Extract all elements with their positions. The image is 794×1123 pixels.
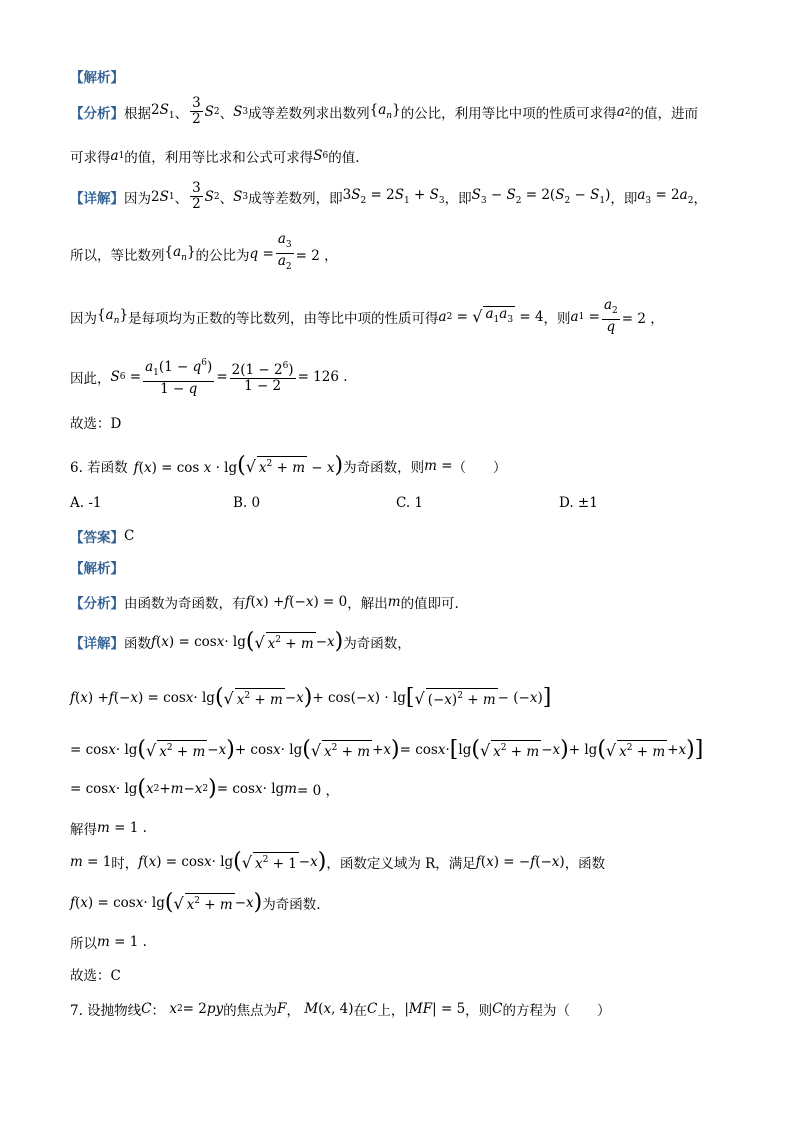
text: 可求得 xyxy=(70,150,111,166)
option-label: A. -1 xyxy=(70,495,102,511)
q6-analysis-line: 【分析】 由函数为奇函数，有 f ( x ) + f (− x ) = 0 ，解出 m 的值即可. xyxy=(70,594,459,612)
text: ，函数 xyxy=(564,856,606,872)
q6-stem-line: 6. 若函数 f(x) = cos x · lg(√ $x^2 + m - x$) 为奇函数，则 m = （ ） xyxy=(70,453,507,478)
text: 是每项均为正数的等比数列，由等比中项的性质可得 xyxy=(128,310,439,327)
option-label: B. 0 xyxy=(233,495,261,511)
q6-check-line: m = 1 时， f ( x ) = cos x · lg ( √ $x^2 + 1$ − x ) ，函数定义域为 R，满足 f ( x ) = − f (− x ) ，函数 xyxy=(70,849,606,874)
answer-text: C xyxy=(124,528,135,544)
text: （ ） xyxy=(452,460,507,476)
math-eq: $a_3 = 2a_2$ xyxy=(637,187,694,206)
text: 函数 xyxy=(124,636,151,652)
xiangjie-tag: 【详解】 xyxy=(70,636,124,652)
q5-analysis-line-1: 【分析】 根据 $2S_1$ 、 $\frac{3}{2}$ S 2 、 S 3 成等差数列求出数列 $\{a_n\}$ 的公比，利用等比中项的性质可求得 a 2 的值，进而 xyxy=(70,95,698,127)
text: 时， xyxy=(111,856,139,872)
text: 为奇函数，则 xyxy=(343,460,425,476)
text: 的值，进而 xyxy=(630,105,698,122)
math-frac-a3-a2: $\frac{a_3}{a_2}$ xyxy=(277,231,292,272)
math-fx: f(x) = cos x · lg(√ $x^2 + m - x$) xyxy=(133,453,344,478)
q5-jiexi-line xyxy=(70,66,124,86)
text: 的方程为（ ） xyxy=(502,1003,611,1019)
text: ，则 xyxy=(465,1003,493,1019)
q6-option-b xyxy=(233,495,260,511)
fenxi-tag: 【分析】 xyxy=(70,596,124,612)
option-label: C. 1 xyxy=(396,495,424,511)
q6-solve-line: 解得 m = 1 . xyxy=(70,820,147,838)
q5-sum-line: 因此， S 6 = $\frac{a_1(1 - q^6)}{1 - q}$ = $\frac{2(1 - 2^6)}{1 - 2}$ = 126 . xyxy=(70,358,348,397)
text: 在 xyxy=(353,1003,368,1019)
jiexi-tag: 【解析】 xyxy=(70,70,124,86)
math-2s1: $2S_1$ xyxy=(151,102,175,121)
question-number: 6. 若函数 xyxy=(70,460,128,476)
q6-expand-line-3: = cos x · lg ( x 2 + m − x 2 ) = cos x · lg m = 0 ， xyxy=(70,776,339,801)
math-frac-3-2: $\frac{3}{2}$ xyxy=(192,180,201,212)
text: 由函数为奇函数，有 xyxy=(124,596,246,612)
text: 成等差数列，即 xyxy=(248,190,343,207)
q6-option-c xyxy=(396,495,423,511)
text: ，解出 xyxy=(347,596,388,612)
math-frac-sum: $\frac{a_1(1 - q^6)}{1 - q}$ xyxy=(145,358,213,397)
text: 的值即可. xyxy=(400,596,459,612)
q5-choice-line xyxy=(70,412,121,432)
q6-choice-line xyxy=(70,964,121,984)
q6-detail-line: 【详解】 函数 f ( x ) = cos x · lg ( √ $x^2 + m$ − x ) 为奇函数， xyxy=(70,629,411,654)
choice-text: 故选：C xyxy=(70,968,121,984)
q5-positive-line: 因为 $\{a_n\}$ 是每项均为正数的等比数列，由等比中项的性质可得 a 2 = √ $a_1a_3$ = 4 ，则 a 1 = $\frac{a_2}{q}$ = 2 ， xyxy=(70,297,664,335)
fenxi-tag: 【分析】 xyxy=(70,105,124,122)
math-eq: $S_3 - S_2 = 2(S_2 - S_1)$ xyxy=(471,187,611,206)
text: 的焦点为 xyxy=(223,1003,278,1019)
text: 因为 xyxy=(70,310,97,327)
q6-answer-line xyxy=(70,526,134,546)
jiexi-tag: 【解析】 xyxy=(70,561,124,577)
text: ，则 xyxy=(543,310,571,327)
text: 所以 xyxy=(70,936,97,952)
daan-tag: 【答案】 xyxy=(70,530,124,546)
text: 的值. xyxy=(328,150,360,166)
q5-ratio-line: 所以，等比数列 $\{a_n\}$ 的公比为 q = $\frac{a_3}{a_2}$ = 2 ， xyxy=(70,232,338,275)
text: ，函数定义域为 R，满足 xyxy=(326,856,476,872)
text: 成等差数列求出数列 xyxy=(248,105,370,122)
text: 因此， xyxy=(70,370,111,387)
q6-expand-line-2: = cos x · lg ( √ $x^2 + m$ − x ) + cos x · lg ( √ $x^2 + m$ + x ) = cos x · [ lg ( √ $x^2 + m$ − x ) + lg ( √ $x^2 + m$ + x ) ] xyxy=(70,737,704,762)
q5-analysis-line-2: 可求得 a 1 的值，利用等比求和公式可求得 S 6 的值. xyxy=(70,148,360,166)
q6-option-d xyxy=(559,495,598,511)
question-number: 7. 设抛物线 xyxy=(70,1003,142,1019)
text: 的公比为 xyxy=(195,247,250,264)
option-label: D. ±1 xyxy=(559,495,598,511)
q6-jiexi-line xyxy=(70,557,124,577)
xiangjie-tag: 【详解】 xyxy=(70,190,124,207)
q5-detail-line-1: 【详解】 因为 2 S 1 、 $\frac{3}{2}$ S 2 、 S 3 成等差数列，即 $3S_2 = 2S_1 + S_3$ ，即 $S_3 - S_2 = 2(S_2 - S_1)$ ，即 $a_3 = 2a_2$ ， xyxy=(70,180,707,212)
q7-stem-line: 7. 设抛物线 C ： x 2 = 2 py 的焦点为 F ， M ( x , 4) 在 C 上， | MF | = 5 ，则 C 的方程为（ ） xyxy=(70,1001,611,1019)
q6-so-line: 所以 m = 1 . xyxy=(70,934,147,952)
text: 的值，利用等比求和公式可求得 xyxy=(124,150,314,166)
choice-text: 故选：D xyxy=(70,416,122,432)
q6-expand-line-1: f ( x ) + f (− x ) = cos x · lg ( √ $x^2 + m$ − x ) + cos(− x ) · lg [ √ $(-x)^2 + m$ − (− x ) ] xyxy=(70,685,552,710)
math-frac-3-2: $\frac{3}{2}$ xyxy=(192,95,201,127)
text: ，即 xyxy=(444,190,472,207)
text: ， xyxy=(693,190,707,207)
math-frac-a2-q: $\frac{a_2}{q}$ xyxy=(603,297,618,335)
text: 解得 xyxy=(70,822,97,838)
text: ，即 xyxy=(610,190,638,207)
math-frac-sum-2: $\frac{2(1 - 2^6)}{1 - 2}$ xyxy=(231,361,294,394)
q6-option-a xyxy=(70,495,101,511)
text: 所以，等比数列 xyxy=(70,247,165,264)
q6-conclusion-line: f ( x ) = cos x · lg ( √ $x^2 + m$ − x ) 为奇函数. xyxy=(70,890,321,915)
math-eq: $3S_2 = 2S_1 + S_3$ xyxy=(342,187,445,206)
text: 因为 xyxy=(124,190,151,207)
text: 上， xyxy=(377,1003,405,1019)
text: 为奇函数， xyxy=(343,636,411,652)
text: 为奇函数. xyxy=(262,897,321,913)
text: 的公比，利用等比中项的性质可求得 xyxy=(400,105,617,122)
math-set-an: $\{a_n\}$ xyxy=(369,102,401,121)
text: 根据 xyxy=(124,105,151,122)
